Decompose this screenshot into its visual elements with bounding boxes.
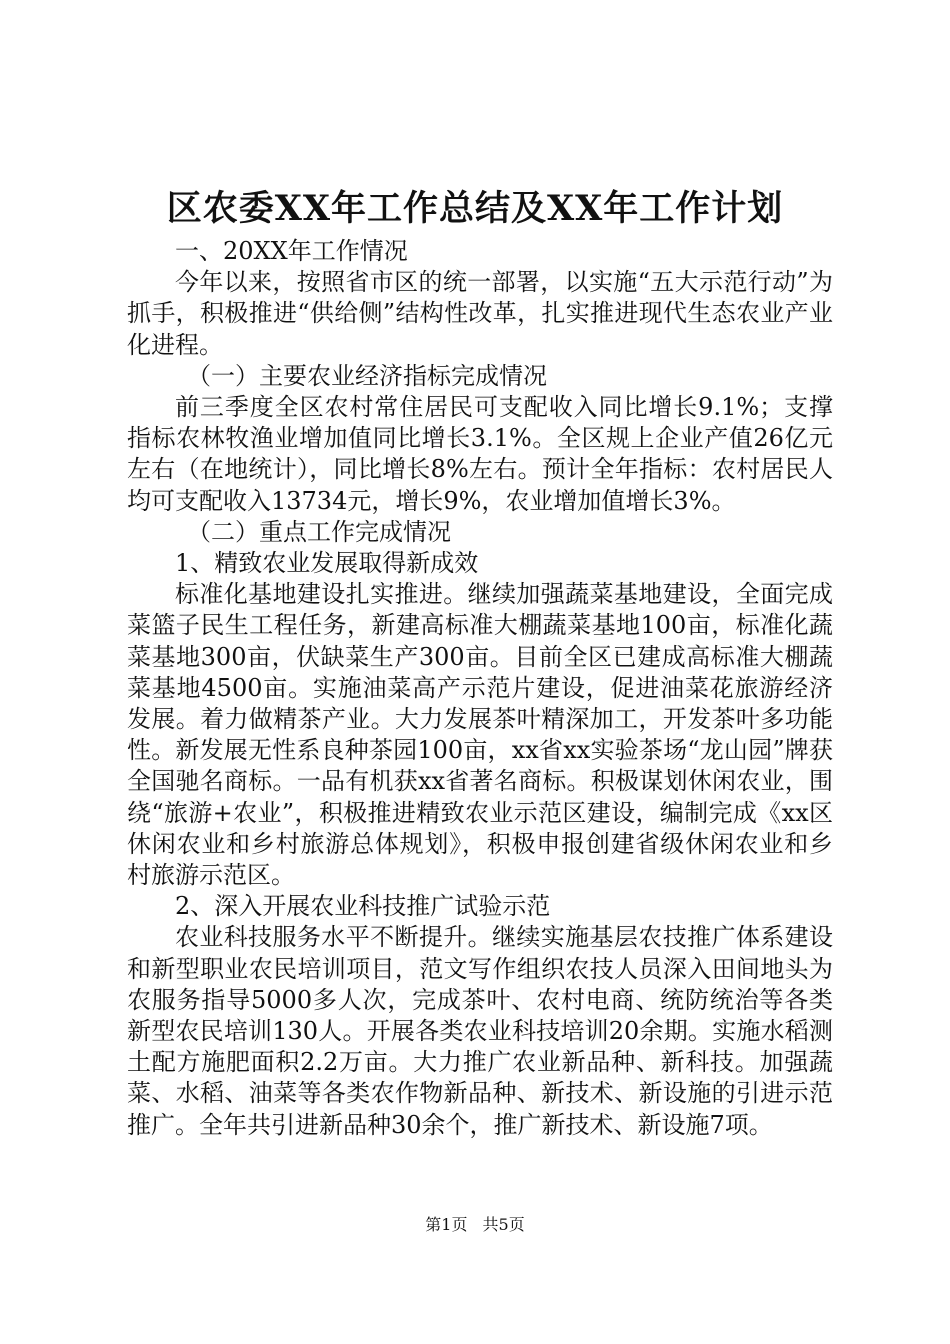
page-total: 共5页 [482,1215,525,1234]
subsection-heading-2: （二）重点工作完成情况 [187,517,451,546]
item-heading-1: 1、精致农业发展取得新成效 [175,549,479,578]
page-footer [0,1214,950,1236]
item-heading-2: 2、深入开展农业科技推广试验示范 [175,892,551,921]
paragraph-refined-agriculture: 标准化基地建设扎实推进。继续加强蔬菜基地建设，全面完成菜篮子民生工程任务，新建高标准大棚蔬菜基地100亩，标准化蔬菜基地300亩，伏缺菜生产300亩。目前全区已建成高标准大棚蔬菜基地4500亩。实施油菜高产示范片建设，促进油菜花旅游经济发展。着力做精茶产业。大力发展茶叶精深加工，开发茶叶多功能性。新发展无性系良种茶园100亩，xx省xx实验茶场“龙山园”牌获全国驰名商标。一品有机获xx省著名商标。积极谋划休闲农业，围绕“旅游+农业”，积极推进精致农业示范区建设，编制完成《xx区休闲农业和乡村旅游总体规划》，积极申报创建省级休闲农业和乡村旅游示范区。 [127,580,833,890]
paragraph-indicators: 前三季度全区农村常住居民可支配收入同比增长9.1%；支撑指标农林牧渔业增加值同比增长3.1%。全区规上企业产值26亿元左右（在地统计），同比增长8%左右。预计全年指标：农村居民人均可支配收入13734元，增长9%，农业增加值增长3%。 [127,393,833,515]
document-title: 区农委XX年工作总结及XX年工作计划 [166,188,784,229]
page-number: 第1页 [425,1215,468,1234]
paragraph-intro: 今年以来，按照省市区的统一部署，以实施“五大示范行动”为抓手，积极推进“供给侧”结构性改革，扎实推进现代生态农业产业化进程。 [127,268,833,359]
paragraph-agri-tech: 农业科技服务水平不断提升。继续实施基层农技推广体系建设和新型职业农民培训项目，范文写作组织农技人员深入田间地头为农服务指导5000多人次，完成茶叶、农村电商、统防统治等各类新型农民培训130人。开展各类农业科技培训20余期。实施水稻测土配方施肥面积2.2万亩。大力推广农业新品种、新科技。加强蔬菜、水稻、油菜等各类农作物新品种、新技术、新设施的引进示范推广。全年共引进新品种30余个，推广新技术、新设施7项。 [127,923,833,1139]
subsection-heading-1: （一）主要农业经济指标完成情况 [187,361,547,390]
section-heading-1: 一、20XX年工作情况 [175,237,408,265]
document-body [127,236,833,1141]
